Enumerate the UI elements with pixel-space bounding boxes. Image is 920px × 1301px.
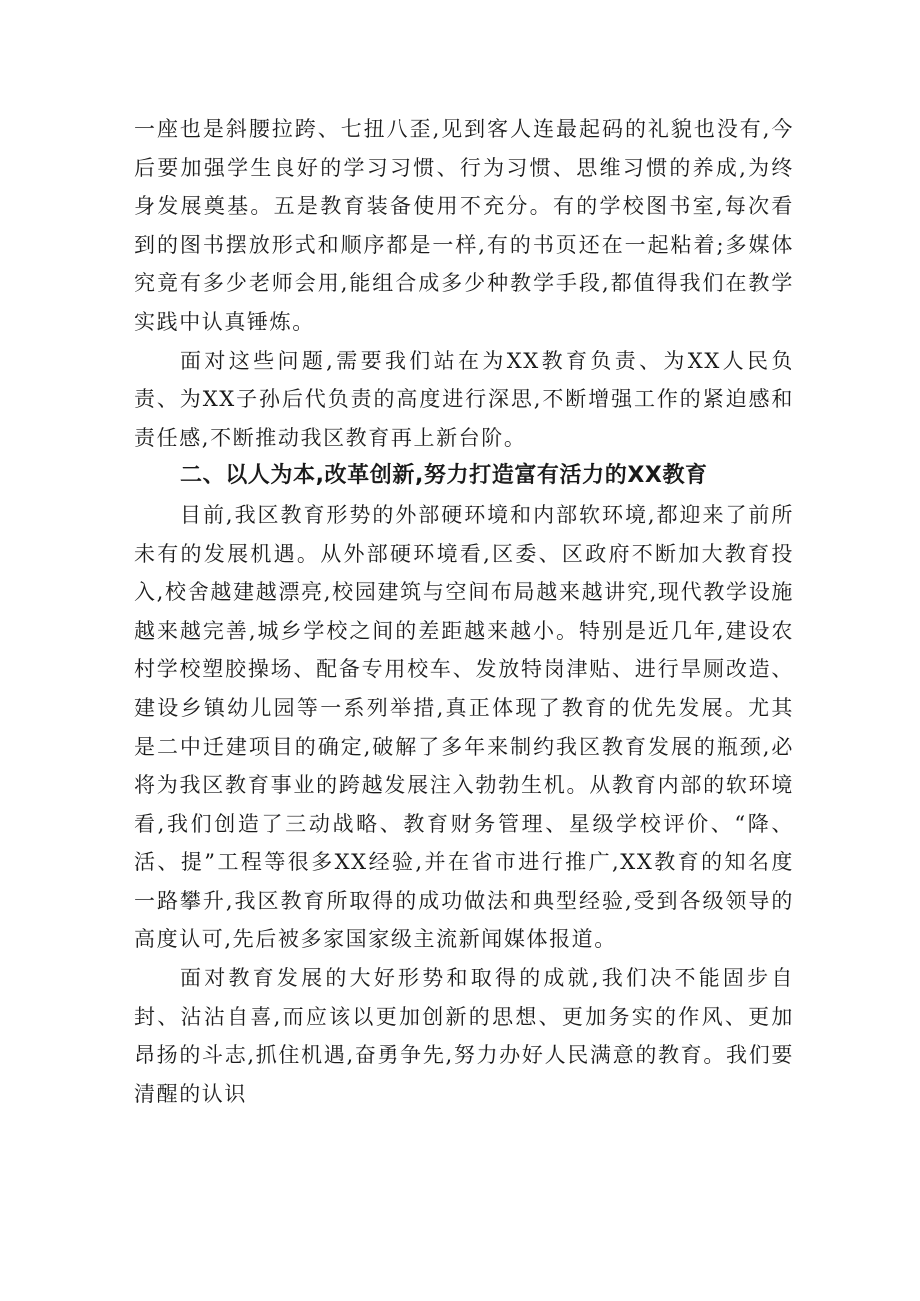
section-heading: 二、以人为本,改革创新,努力打造富有活力的XX教育 — [180, 463, 708, 489]
paragraph-problems-reflection: 面对这些问题,需要我们站在为XX教育负责、为XX人民负责、为XX子孙后代负责的高度进行深思,不断增强工作的紧迫感和责任感,不断推动我区教育再上新台阶。 — [134, 348, 794, 450]
paragraph-continued: 一座也是斜腰拉跨、七扭八歪,见到客人连最起码的礼貌也没有,今后要加强学生良好的学习习惯、行为习惯、思维习惯的养成,为终身发展奠基。五是教育装备使用不充分。有的学校图书室,每次看到的图书摆放形式和顺序都是一样,有的书页还在一起粘着;多媒体究竟有多少老师会用,能组合成多少种教学手段,都值得我们在教学实践中认真锤炼。 — [134, 117, 794, 334]
paragraph-situation-and-achievements: 面对教育发展的大好形势和取得的成就,我们决不能固步自封、沾沾自喜,而应该以更加创新的思想、更加务实的作风、更加昂扬的斗志,抓住机遇,奋勇争先,努力办好人民满意的教育。我们要清醒的认识 — [134, 966, 794, 1106]
document-body — [134, 110, 794, 1113]
paragraph-development-opportunities: 目前,我区教育形势的外部硬环境和内部软环境,都迎来了前所未有的发展机遇。从外部硬环境看,区委、区政府不断加大教育投入,校舍越建越漂亮,校园建筑与空间布局越来越讲究,现代教学设施越来越完善,城乡学校之间的差距越来越小。特别是近几年,建设农村学校塑胶操场、配备专用校车、发放特岗津贴、进行旱厕改造、建设乡镇幼儿园等一系列举措,真正体现了教育的优先发展。尤其是二中迁建项目的确定,破解了多年来制约我区教育发展的瓶颈,必将为我区教育事业的跨越发展注入勃勃生机。从教育内部的软环境看,我们创造了三动战略、教育财务管理、星级学校评价、“降、活、提”工程等很多XX经验,并在省市进行推广,XX教育的知名度一路攀升,我区教育所取得的成功做法和典型经验,受到各级领导的高度认可,先后被多家国家级主流新闻媒体报道。 — [134, 502, 794, 952]
